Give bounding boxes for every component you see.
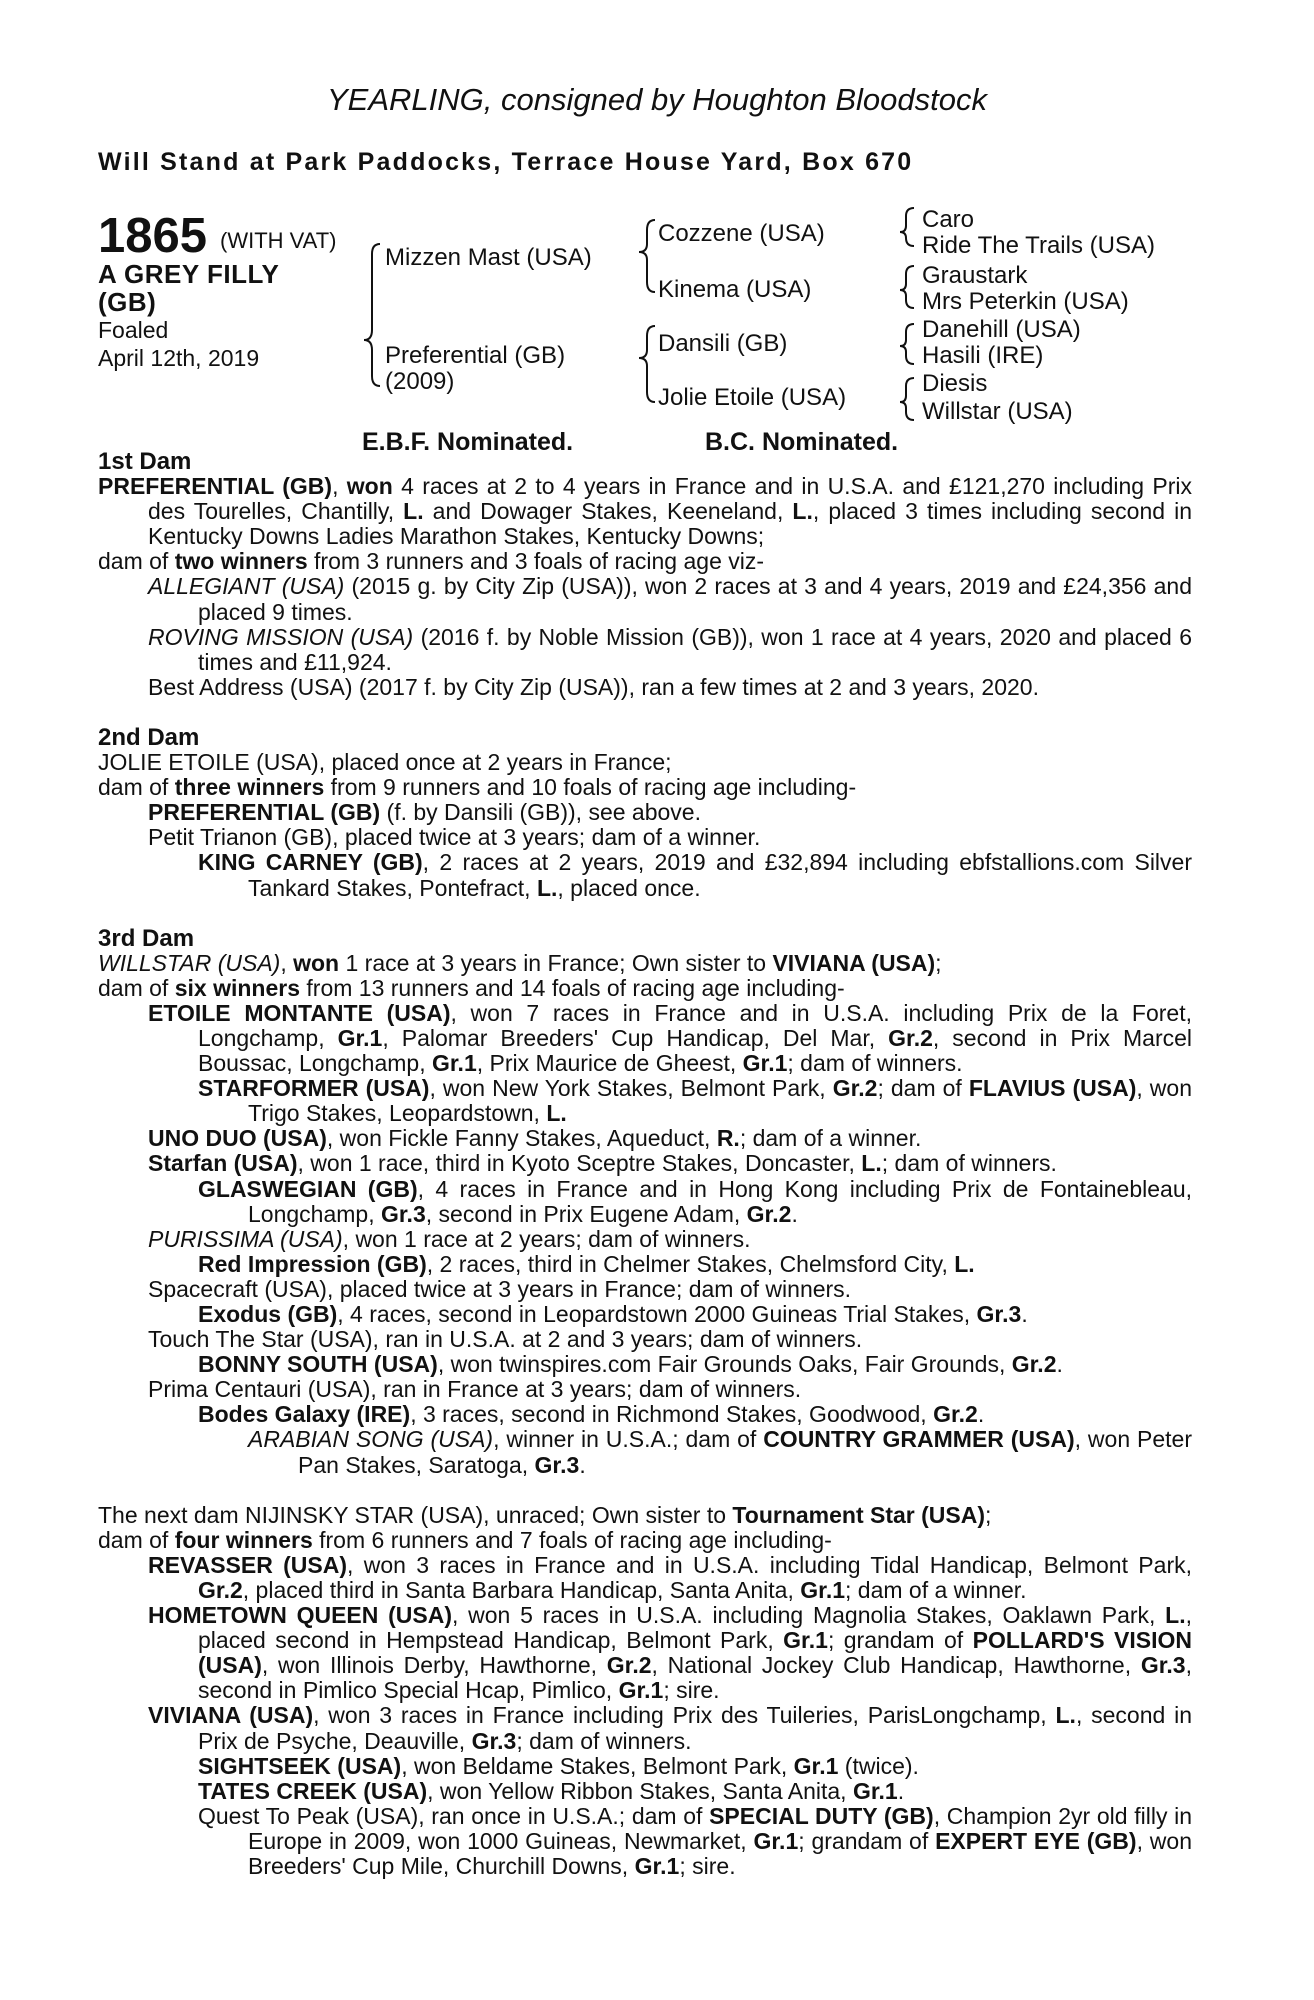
dam-sire: Dansili (GB) [658, 330, 788, 357]
produce-glaswegian [98, 1177, 1192, 1227]
grade-mark: Gr.2 [606, 1652, 652, 1679]
produce-text: , 4 races in France and in Hong Kong including Prix de Fontainebleau, Longchamp, [248, 1175, 1192, 1227]
ebf-nominated: E.B.F. Nominated. [362, 428, 574, 456]
pedigree-brackets [0, 0, 1314, 440]
first-dam-produce-summary [98, 549, 1192, 574]
next-dam-produce-summary [98, 1528, 1192, 1553]
listed-mark: L. [403, 498, 424, 525]
grade-mark: Gr.3 [380, 1200, 426, 1227]
sister-name: Tournament Star (USA) [732, 1501, 986, 1528]
produce-text: . [1021, 1301, 1028, 1327]
produce-text: ; grandam of [798, 1827, 936, 1854]
horse-name-line2: (GB) [98, 287, 157, 317]
produce-sightseek [98, 1754, 1192, 1779]
produce-name: COUNTRY GRAMMER (USA) [763, 1426, 1075, 1453]
first-dam-heading: 1st Dam [98, 448, 192, 475]
record-text: 1 race at 3 years in France; Own sister to [339, 949, 773, 976]
produce-text: (f. by Dansili (GB)), see above. [380, 799, 701, 826]
produce-starformer [98, 1076, 1192, 1126]
produce-text: , won 1 race, third in Kyoto Sceptre Stakes, Doncaster, [297, 1150, 862, 1177]
produce-text: , won Fickle Fanny Stakes, Aqueduct, [326, 1125, 717, 1152]
second-dam-produce-summary [98, 775, 1192, 800]
produce-name: PURISSIMA (USA) [148, 1225, 343, 1252]
produce-text: (2016 f. by Noble Mission (GB)), won 1 race at 4 years, 2020 and placed 6 times and £11,924. [198, 623, 1193, 675]
dam-year: (2009) [385, 368, 455, 395]
grade-mark: Gr.1 [618, 1677, 664, 1704]
produce-bonny-south [98, 1352, 1192, 1377]
produce-text: , 4 races, second in Leopardstown 2000 Guineas Trial Stakes, [337, 1301, 977, 1327]
produce-text: . [1056, 1351, 1063, 1378]
produce-text: , won 7 races in France and in U.S.A. including Prix de la Foret, Longchamp, [198, 999, 1192, 1051]
sire-dam: Kinema (USA) [658, 276, 812, 303]
grade-mark: Gr.1 [800, 1576, 846, 1603]
produce-name: ROVING MISSION (USA) [148, 623, 414, 650]
first-dam-name: PREFERENTIAL (GB) [98, 473, 333, 500]
produce-text: , won Yellow Ribbon Stakes, Santa Anita, [427, 1777, 853, 1804]
produce-text: ; dam of a winner. [845, 1576, 1027, 1603]
won-label: won [293, 949, 340, 976]
ancestor-caro: Caro [922, 206, 975, 233]
produce-text: , won 3 races in France including Prix des Tuileries, ParisLongchamp, [313, 1702, 1056, 1729]
produce-text: , second in Prix de Psyche, Deauville, [198, 1702, 1192, 1754]
grade-mark: Gr.2 [746, 1200, 792, 1227]
winners-count: three winners [174, 774, 325, 801]
produce-etoile-montante [98, 1001, 1192, 1076]
produce-roving-mission [98, 625, 1192, 675]
produce-text: ; dam of winners. [516, 1727, 692, 1754]
third-dam-record [98, 951, 1192, 976]
produce-name: UNO DUO (USA) [148, 1125, 327, 1152]
summary-text: from 9 runners and 10 foals of racing age including- [324, 774, 857, 801]
produce-text: , 2 races at 2 years, 2019 and £32,894 including ebfstallions.com Silver Tankard Stakes, Pontefract, [248, 849, 1192, 901]
grade-mark: Gr.1 [742, 1050, 788, 1077]
dam-dam: Jolie Etoile (USA) [658, 384, 847, 411]
produce-bodes-galaxy [98, 1402, 1192, 1427]
ancestor-willstar: Willstar (USA) [922, 398, 1073, 425]
listed-mark: L. [1055, 1702, 1076, 1729]
second-dam-heading: 2nd Dam [98, 723, 200, 751]
produce-text: , placed third in Santa Barbara Handicap, Santa Anita, [242, 1576, 801, 1603]
ancestor-danehill: Danehill (USA) [922, 316, 1081, 343]
record-text: ; [985, 1501, 992, 1528]
foaled-date: April 12th, 2019 [98, 345, 260, 371]
summary-text: dam of [98, 974, 175, 1001]
produce-name: TATES CREEK (USA) [198, 1777, 428, 1804]
produce-text: (twice). [838, 1752, 919, 1779]
dam: Preferential (GB) [385, 342, 566, 369]
produce-text: , won Trigo Stakes, Leopardstown, [248, 1075, 1192, 1127]
produce-name: POLLARD'S VISION (USA) [198, 1627, 1192, 1679]
grade-mark: Gr.1 [793, 1752, 839, 1779]
produce-name: FLAVIUS (USA) [968, 1075, 1137, 1102]
winners-count: four winners [174, 1526, 313, 1553]
foaled-label: Foaled [98, 317, 169, 343]
summary-text: from 6 runners and 7 foals of racing age including- [312, 1526, 832, 1553]
grade-mark: Gr.1 [753, 1827, 799, 1854]
produce-text: . [977, 1401, 985, 1428]
produce-text: , Champion 2yr old filly in Europe in 2009, won 1000 Guineas, Newmarket, [248, 1802, 1193, 1854]
summary-text: dam of [98, 1526, 175, 1553]
produce-red-impression [98, 1252, 1192, 1277]
produce-text: , won Peter Pan Stakes, Saratoga, [298, 1426, 1192, 1478]
grade-mark: Gr.3 [471, 1727, 517, 1754]
vat-note: (WITH VAT) [220, 228, 337, 253]
listed-mark: L. [546, 1100, 567, 1127]
separator: , [280, 949, 294, 976]
produce-uno-duo [98, 1126, 1192, 1151]
produce-text: , National Jockey Club Handicap, Hawthorne, [651, 1652, 1141, 1679]
sire: Mizzen Mast (USA) [385, 244, 592, 271]
produce-text: , winner in U.S.A.; dam of [493, 1426, 764, 1453]
produce-name: STARFORMER (USA) [198, 1075, 430, 1102]
first-dam-text: and Dowager Stakes, Keeneland, [423, 498, 793, 525]
produce-name: ETOILE MONTANTE (USA) [148, 999, 451, 1026]
third-dam-name: WILLSTAR (USA) [98, 949, 281, 976]
sire-sire: Cozzene (USA) [658, 220, 825, 247]
third-dam-heading: 3rd Dam [98, 924, 195, 952]
produce-name: VIVIANA (USA) [148, 1702, 314, 1729]
produce-viviana [98, 1703, 1192, 1753]
summary-text: dam of [98, 548, 175, 575]
produce-best-address: Best Address (USA) (2017 f. by City Zip (USA)), ran a few times at 2 and 3 years, 2020. [148, 673, 1039, 700]
produce-name: SPECIAL DUTY (GB) [709, 1802, 934, 1829]
record-text: ; [935, 949, 942, 976]
produce-revasser [98, 1553, 1192, 1603]
third-dam-produce-summary [98, 976, 1192, 1001]
grade-mark: Gr.1 [431, 1050, 477, 1077]
produce-text: , won twinspires.com Fair Grounds Oaks, Fair Grounds, [437, 1351, 1012, 1378]
ancestor-mrs-peterkin: Mrs Peterkin (USA) [922, 288, 1129, 315]
sire-line-brace [639, 220, 655, 292]
produce-text: , 3 races, second in Richmond Stakes, Goodwood, [410, 1401, 934, 1428]
produce-name: Starfan (USA) [148, 1150, 298, 1177]
bc-nominated: B.C. Nominated. [705, 428, 899, 456]
winners-count: two winners [174, 548, 308, 575]
grade-mark: Gr.2 [933, 1401, 978, 1428]
produce-text: , won 3 races in France and in U.S.A. including Tidal Handicap, Belmont Park, [347, 1551, 1192, 1578]
grade-mark: Gr.3 [1140, 1652, 1186, 1679]
produce-text: ; grandam of [827, 1627, 973, 1654]
produce-text: ; dam of winners. [787, 1050, 963, 1077]
grade-mark: Gr.1 [634, 1852, 680, 1879]
winners-count: six winners [174, 974, 300, 1001]
grade-mark: Gr.2 [832, 1075, 878, 1102]
grade-mark: Gr.3 [976, 1301, 1022, 1327]
produce-text: , placed second in Hempstead Handicap, Belmont Park, [198, 1602, 1192, 1654]
caro-brace [900, 208, 914, 246]
produce-exodus [98, 1302, 1192, 1327]
produce-text: , won Illinois Derby, Hawthorne, [261, 1652, 607, 1679]
first-dam-text: 4 races at 2 to 4 years in France and in U.S.A. and £121,270 including Prix des Tourelles, Chantilly, [148, 473, 1193, 525]
first-dam-text: , placed 3 times including second in Kentucky Downs Ladies Marathon Stakes, Kentucky Downs; [148, 498, 1192, 550]
produce-text: ; dam of [877, 1075, 969, 1102]
produce-name: ARABIAN SONG (USA) [248, 1426, 494, 1453]
produce-text: Quest To Peak (USA), ran once in U.S.A.; dam of [198, 1802, 710, 1829]
listed-mark: L. [1165, 1602, 1186, 1629]
produce-name: GLASWEGIAN (GB) [198, 1175, 418, 1202]
horse-name-line1: A GREY FILLY [98, 259, 280, 289]
grade-mark: Gr.1 [337, 1024, 383, 1051]
danehill-brace [900, 324, 914, 364]
produce-name: Exodus (GB) [198, 1301, 338, 1327]
ancestor-hasili: Hasili (IRE) [922, 342, 1044, 369]
produce-prima-centauri: Prima Centauri (USA), ran in France at 3 years; dam of winners. [148, 1376, 802, 1403]
produce-text: ; sire. [663, 1677, 720, 1704]
produce-text: , won 5 races in U.S.A. including Magnolia Stakes, Oaklawn Park, [452, 1602, 1166, 1629]
parents-brace [364, 244, 380, 386]
summary-text: from 13 runners and 14 foals of racing age including- [300, 974, 845, 1001]
produce-quest-to-peak [98, 1804, 1192, 1879]
produce-name: BONNY SOUTH (USA) [198, 1351, 438, 1378]
produce-hometown-queen [98, 1603, 1192, 1703]
grade-mark: Gr.3 [534, 1451, 580, 1478]
produce-text: , won Beldame Stakes, Belmont Park, [401, 1752, 794, 1779]
grade-mark: Gr.2 [198, 1576, 243, 1603]
produce-name: REVASSER (USA) [148, 1551, 348, 1578]
sister-name: VIVIANA (USA) [772, 949, 936, 976]
produce-name: HOMETOWN QUEEN (USA) [148, 1602, 452, 1629]
listed-mark: L. [861, 1150, 882, 1177]
listed-mark: L. [954, 1250, 975, 1277]
produce-name: Red Impression (GB) [198, 1250, 427, 1277]
grade-mark: Gr.2 [1011, 1351, 1057, 1378]
ancestor-ride-the-trails: Ride The Trails (USA) [922, 232, 1155, 259]
produce-text: , 2 races, third in Chelmer Stakes, Chelmsford City, [426, 1250, 955, 1277]
produce-spacecraft: Spacecraft (USA), placed twice at 3 years in France; dam of winners. [148, 1275, 852, 1302]
produce-tates-creek [98, 1779, 1192, 1804]
produce-name: Bodes Galaxy (IRE) [198, 1401, 411, 1428]
produce-text: ; sire. [679, 1852, 736, 1879]
summary-text: from 3 runners and 3 foals of racing age viz- [307, 548, 765, 575]
produce-starfan [98, 1151, 1192, 1176]
ancestor-diesis: Diesis [922, 370, 988, 397]
produce-text: (2015 g. by City Zip (USA)), won 2 races at 3 and 4 years, 2019 and £24,356 and placed 9 times. [198, 573, 1192, 625]
grade-mark: Gr.2 [888, 1024, 933, 1051]
produce-text: . [897, 1777, 905, 1804]
catalogue-title: YEARLING, consigned by Houghton Bloodstock [327, 82, 987, 117]
produce-text: , Palomar Breeders' Cup Handicap, Del Mar, [382, 1024, 889, 1051]
graustark-brace [900, 266, 914, 308]
produce-text: ; dam of a winner. [739, 1125, 922, 1152]
catalogue-body [98, 449, 1192, 1879]
produce-name: SIGHTSEEK (USA) [198, 1752, 402, 1779]
lot-number: 1865 [98, 209, 208, 263]
produce-name: KING CARNEY (GB) [198, 849, 423, 876]
produce-text: , second in Prix Eugene Adam, [425, 1200, 747, 1227]
produce-arabian-song [98, 1427, 1192, 1477]
restricted-mark: R. [716, 1125, 740, 1152]
produce-text: , won Breeders' Cup Mile, Churchill Downs, [248, 1827, 1192, 1879]
grade-mark: Gr.1 [783, 1627, 828, 1654]
diesis-brace [900, 378, 914, 420]
produce-text: . [791, 1200, 798, 1227]
produce-preferential [98, 800, 1192, 825]
won-label: won [346, 473, 393, 500]
produce-text: . [579, 1451, 586, 1478]
listed-mark: L. [536, 874, 558, 901]
dam-line-brace [639, 326, 655, 402]
produce-name: EXPERT EYE (GB) [935, 1827, 1137, 1854]
record-text: The next dam NIJINSKY STAR (USA), unraced; Own sister to [98, 1501, 733, 1528]
produce-text: , won New York Stakes, Belmont Park, [429, 1075, 833, 1102]
summary-text: dam of [98, 774, 175, 801]
produce-name: PREFERENTIAL (GB) [148, 799, 381, 826]
grade-mark: Gr.1 [852, 1777, 898, 1804]
stand-location: Will Stand at Park Paddocks, Terrace House Yard, Box 670 [98, 148, 914, 176]
produce-purissima [98, 1227, 1192, 1252]
produce-allegiant [98, 574, 1192, 624]
ancestor-graustark: Graustark [922, 262, 1028, 289]
second-dam-record: JOLIE ETOILE (USA), placed once at 2 years in France; [98, 749, 672, 776]
listed-mark: L. [792, 498, 813, 525]
produce-text: , second in Pimlico Special Hcap, Pimlico, [198, 1652, 1192, 1704]
produce-king-carney [98, 850, 1192, 900]
produce-text: , won 1 race at 2 years; dam of winners. [342, 1225, 751, 1252]
produce-text: , placed once. [557, 874, 701, 901]
produce-text: , second in Prix Marcel Boussac, Longchamp, [198, 1024, 1192, 1077]
next-dam-record [98, 1503, 1192, 1528]
produce-text: ; dam of winners. [881, 1150, 1057, 1177]
produce-touch-the-star: Touch The Star (USA), ran in U.S.A. at 2 and 3 years; dam of winners. [148, 1326, 863, 1353]
produce-name: ALLEGIANT (USA) [148, 573, 345, 600]
produce-text: , Prix Maurice de Gheest, [476, 1050, 743, 1077]
first-dam-record: PREFERENTIAL (GB), won 4 races at 2 to 4 years in France and in U.S.A. and £121,270 including Prix des Tourelles, Chantilly, L. and Dowager Stakes, Keeneland, L., placed 3 times including second in Kentucky Downs Ladies Marathon Stakes, Kentucky Downs; [98, 473, 1193, 550]
produce-petit-trianon: Petit Trianon (GB), placed twice at 3 years; dam of a winner. [148, 824, 761, 851]
